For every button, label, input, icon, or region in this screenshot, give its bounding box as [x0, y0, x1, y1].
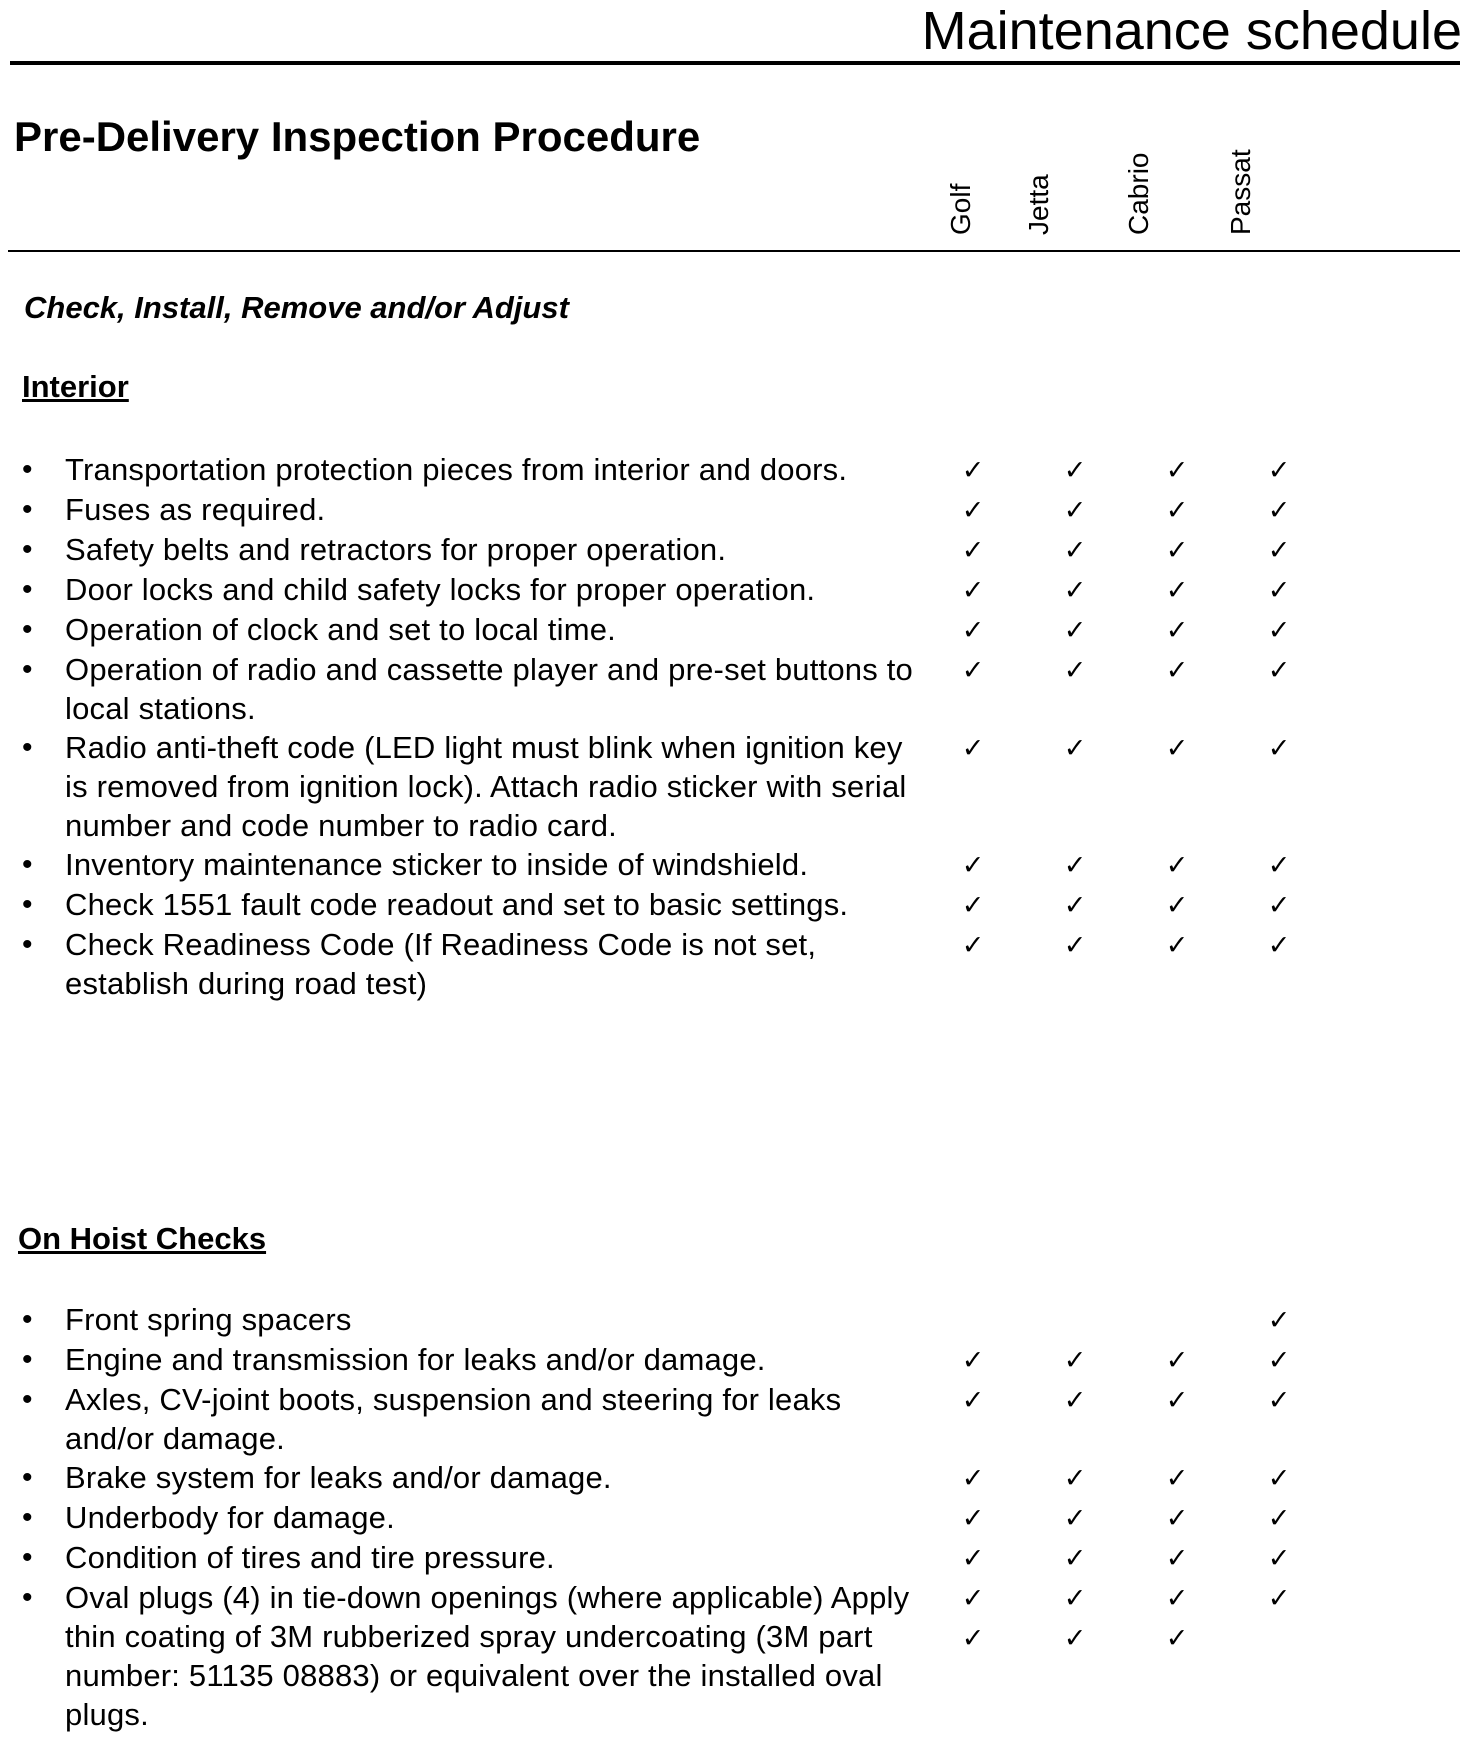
- item-text: Operation of radio and cassette player and pre-set buttons to local stations.: [65, 652, 913, 726]
- item-text: Door locks and child safety locks for proper operation.: [65, 572, 816, 607]
- item-text: Fuses as required.: [65, 492, 326, 527]
- check-mark-icon-cabrio: ✓: [1165, 1385, 1189, 1415]
- item-checks: [925, 450, 1472, 490]
- item-checks: [925, 570, 1472, 610]
- item-text: Check Readiness Code (If Readiness Code is not set, establish during road test): [65, 927, 817, 1001]
- check-mark-icon-passat: ✓: [1267, 1503, 1291, 1533]
- check-mark-icon-jetta: ✓: [1063, 495, 1087, 525]
- check-mark-icon-passat: ✓: [1267, 890, 1291, 920]
- checklist-item: [0, 885, 1472, 925]
- bullet-icon: •: [22, 1303, 33, 1336]
- check-mark-icon-golf: ✓: [961, 930, 985, 960]
- checklist-item: [0, 1300, 1472, 1340]
- check-mark-icon-cabrio: ✓: [1165, 1623, 1189, 1653]
- checklist-item: [0, 1458, 1472, 1498]
- check-mark-icon-golf: ✓: [961, 1463, 985, 1493]
- check-mark-icon-golf: ✓: [961, 615, 985, 645]
- check-mark-icon-cabrio: ✓: [1165, 1345, 1189, 1375]
- item-checks: [925, 1538, 1472, 1578]
- check-mark-icon-jetta: ✓: [1063, 850, 1087, 880]
- check-mark-icon-golf: ✓: [961, 733, 985, 763]
- item-text: Transportation protection pieces from interior and doors.: [65, 452, 848, 487]
- column-header-cabrio: Cabrio: [1123, 152, 1154, 235]
- item-checks: [925, 845, 1472, 885]
- bullet-icon: •: [22, 928, 33, 961]
- check-mark-icon-cabrio: ✓: [1165, 930, 1189, 960]
- bullet-icon: •: [22, 613, 33, 646]
- bullet-icon: •: [22, 731, 33, 764]
- item-text: Safety belts and retractors for proper operation.: [65, 532, 727, 567]
- checklist-item: [0, 650, 1472, 728]
- check-mark-icon-golf: ✓: [961, 1345, 985, 1375]
- bullet-icon: •: [22, 1501, 33, 1534]
- check-mark-icon-golf: ✓: [961, 655, 985, 685]
- check-mark-icon-passat: ✓: [1267, 733, 1291, 763]
- item-checks: [925, 1458, 1472, 1498]
- checklist-item: [0, 1340, 1472, 1380]
- check-mark-icon-jetta: ✓: [1063, 1345, 1087, 1375]
- check-mark-icon-cabrio: ✓: [1165, 535, 1189, 565]
- item-text: Engine and transmission for leaks and/or damage.: [65, 1342, 766, 1377]
- check-mark-icon-jetta: ✓: [1063, 455, 1087, 485]
- procedure-title: Pre-Delivery Inspection Procedure: [14, 113, 701, 160]
- column-header-jetta: Jetta: [1023, 174, 1054, 235]
- check-mark-icon-passat: ✓: [1267, 455, 1291, 485]
- check-mark-icon-jetta: ✓: [1063, 575, 1087, 605]
- bullet-icon: •: [22, 1461, 33, 1494]
- check-mark-icon-passat: ✓: [1267, 495, 1291, 525]
- section-header: Maintenance schedule: [921, 1, 1462, 61]
- check-mark-icon-golf: ✓: [961, 1623, 985, 1653]
- bullet-icon: •: [22, 888, 33, 921]
- checklist-item: [0, 728, 1472, 845]
- item-checks: [925, 490, 1472, 530]
- item-text: Check 1551 fault code readout and set to basic settings.: [65, 887, 849, 922]
- check-mark-icon-cabrio: ✓: [1165, 733, 1189, 763]
- bullet-icon: •: [22, 1383, 33, 1416]
- check-mark-icon-passat: ✓: [1267, 575, 1291, 605]
- item-text: Underbody for damage.: [65, 1500, 395, 1535]
- item-text: Condition of tires and tire pressure.: [65, 1540, 555, 1575]
- checklist-item: [0, 1578, 1472, 1734]
- check-mark-icon-passat: ✓: [1267, 1345, 1291, 1375]
- section-heading-on-hoist: On Hoist Checks: [18, 1221, 267, 1256]
- bullet-icon: •: [22, 493, 33, 526]
- table-divider: [8, 250, 1460, 252]
- check-mark-icon-jetta: ✓: [1063, 1385, 1087, 1415]
- check-mark-icon-cabrio: ✓: [1165, 455, 1189, 485]
- bullet-icon: •: [22, 573, 33, 606]
- check-mark-icon-jetta: ✓: [1063, 890, 1087, 920]
- checklist-item: [0, 845, 1472, 885]
- check-mark-icon-golf: ✓: [961, 535, 985, 565]
- bullet-icon: •: [22, 848, 33, 881]
- check-mark-icon-jetta: ✓: [1063, 930, 1087, 960]
- item-checks: [925, 1300, 1472, 1340]
- check-mark-icon-cabrio: ✓: [1165, 1503, 1189, 1533]
- checklist-item: [0, 925, 1472, 1003]
- checklist-item: [0, 450, 1472, 490]
- check-mark-icon-jetta: ✓: [1063, 1543, 1087, 1573]
- check-mark-icon-passat: ✓: [1267, 1305, 1291, 1335]
- check-mark-icon-golf: ✓: [961, 455, 985, 485]
- item-checks: [925, 1578, 1472, 1734]
- bullet-icon: •: [22, 1581, 33, 1614]
- checklist-item: [0, 610, 1472, 650]
- column-header-passat: Passat: [1225, 149, 1256, 235]
- check-mark-icon-passat: ✓: [1267, 535, 1291, 565]
- check-mark-icon-golf: ✓: [961, 1543, 985, 1573]
- checklist-item: [0, 1498, 1472, 1538]
- procedure-subtitle: Check, Install, Remove and/or Adjust: [24, 290, 569, 325]
- item-checks: [925, 530, 1472, 570]
- item-text: Front spring spacers: [65, 1302, 352, 1337]
- check-mark-icon-cabrio: ✓: [1165, 575, 1189, 605]
- check-mark-icon-jetta: ✓: [1063, 1623, 1087, 1653]
- item-checks: [925, 1340, 1472, 1380]
- checklist-item: [0, 530, 1472, 570]
- check-mark-icon-golf: ✓: [961, 1583, 985, 1613]
- item-text: Axles, CV-joint boots, suspension and steering for leaks and/or damage.: [65, 1382, 842, 1456]
- check-mark-icon-passat: ✓: [1267, 1543, 1291, 1573]
- check-mark-icon-cabrio: ✓: [1165, 655, 1189, 685]
- check-mark-icon-cabrio: ✓: [1165, 1463, 1189, 1493]
- check-mark-icon-jetta: ✓: [1063, 733, 1087, 763]
- checklist-item: [0, 1538, 1472, 1578]
- check-mark-icon-cabrio: ✓: [1165, 615, 1189, 645]
- check-mark-icon-passat: ✓: [1267, 850, 1291, 880]
- bullet-icon: •: [22, 653, 33, 686]
- on-hoist-checklist: [0, 1300, 1472, 1734]
- item-checks: [925, 1380, 1472, 1458]
- check-mark-icon-golf: ✓: [961, 495, 985, 525]
- check-mark-icon-passat: ✓: [1267, 615, 1291, 645]
- check-mark-icon-cabrio: ✓: [1165, 850, 1189, 880]
- check-mark-icon-jetta: ✓: [1063, 615, 1087, 645]
- item-text: Operation of clock and set to local time.: [65, 612, 616, 647]
- check-mark-icon-jetta: ✓: [1063, 535, 1087, 565]
- check-mark-icon-jetta: ✓: [1063, 655, 1087, 685]
- check-mark-icon-golf: ✓: [961, 850, 985, 880]
- checklist-item: [0, 490, 1472, 530]
- item-checks: [925, 650, 1472, 728]
- check-mark-icon-passat: ✓: [1267, 655, 1291, 685]
- bullet-icon: •: [22, 1343, 33, 1376]
- header-divider: [10, 61, 1460, 65]
- item-text: Inventory maintenance sticker to inside of windshield.: [65, 847, 809, 882]
- check-mark-icon-jetta: ✓: [1063, 1503, 1087, 1533]
- check-mark-icon-passat: ✓: [1267, 1463, 1291, 1493]
- item-checks: [925, 610, 1472, 650]
- check-mark-icon-cabrio: ✓: [1165, 1583, 1189, 1613]
- check-mark-icon-passat: ✓: [1267, 930, 1291, 960]
- checklist-item: [0, 1380, 1472, 1458]
- check-mark-icon-cabrio: ✓: [1165, 890, 1189, 920]
- check-mark-icon-passat: ✓: [1267, 1583, 1291, 1613]
- section-heading-interior: Interior: [22, 369, 129, 404]
- interior-checklist: [0, 450, 1472, 1003]
- check-mark-icon-cabrio: ✓: [1165, 495, 1189, 525]
- check-mark-icon-golf: ✓: [961, 575, 985, 605]
- item-text: Oval plugs (4) in tie-down openings (where applicable) Apply thin coating of 3M rubberized spray undercoating (3M part number: 51135 08883) or equivalent over the installed oval plugs.: [65, 1580, 910, 1732]
- item-checks: [925, 885, 1472, 925]
- bullet-icon: •: [22, 1541, 33, 1574]
- check-mark-icon-passat: ✓: [1267, 1385, 1291, 1415]
- item-checks: [925, 728, 1472, 845]
- item-text: Brake system for leaks and/or damage.: [65, 1460, 612, 1495]
- check-mark-icon-golf: ✓: [961, 890, 985, 920]
- item-checks: [925, 925, 1472, 1003]
- check-mark-icon-jetta: ✓: [1063, 1463, 1087, 1493]
- check-mark-icon-golf: ✓: [961, 1385, 985, 1415]
- column-header-golf: Golf: [945, 183, 976, 235]
- check-mark-icon-cabrio: ✓: [1165, 1543, 1189, 1573]
- bullet-icon: •: [22, 453, 33, 486]
- check-mark-icon-jetta: ✓: [1063, 1583, 1087, 1613]
- check-mark-icon-golf: ✓: [961, 1503, 985, 1533]
- item-checks: [925, 1498, 1472, 1538]
- checklist-item: [0, 570, 1472, 610]
- item-text: Radio anti-theft code (LED light must blink when ignition key is removed from ignition lock). Attach radio sticker with serial number and code number to radio card.: [65, 730, 907, 843]
- bullet-icon: •: [22, 533, 33, 566]
